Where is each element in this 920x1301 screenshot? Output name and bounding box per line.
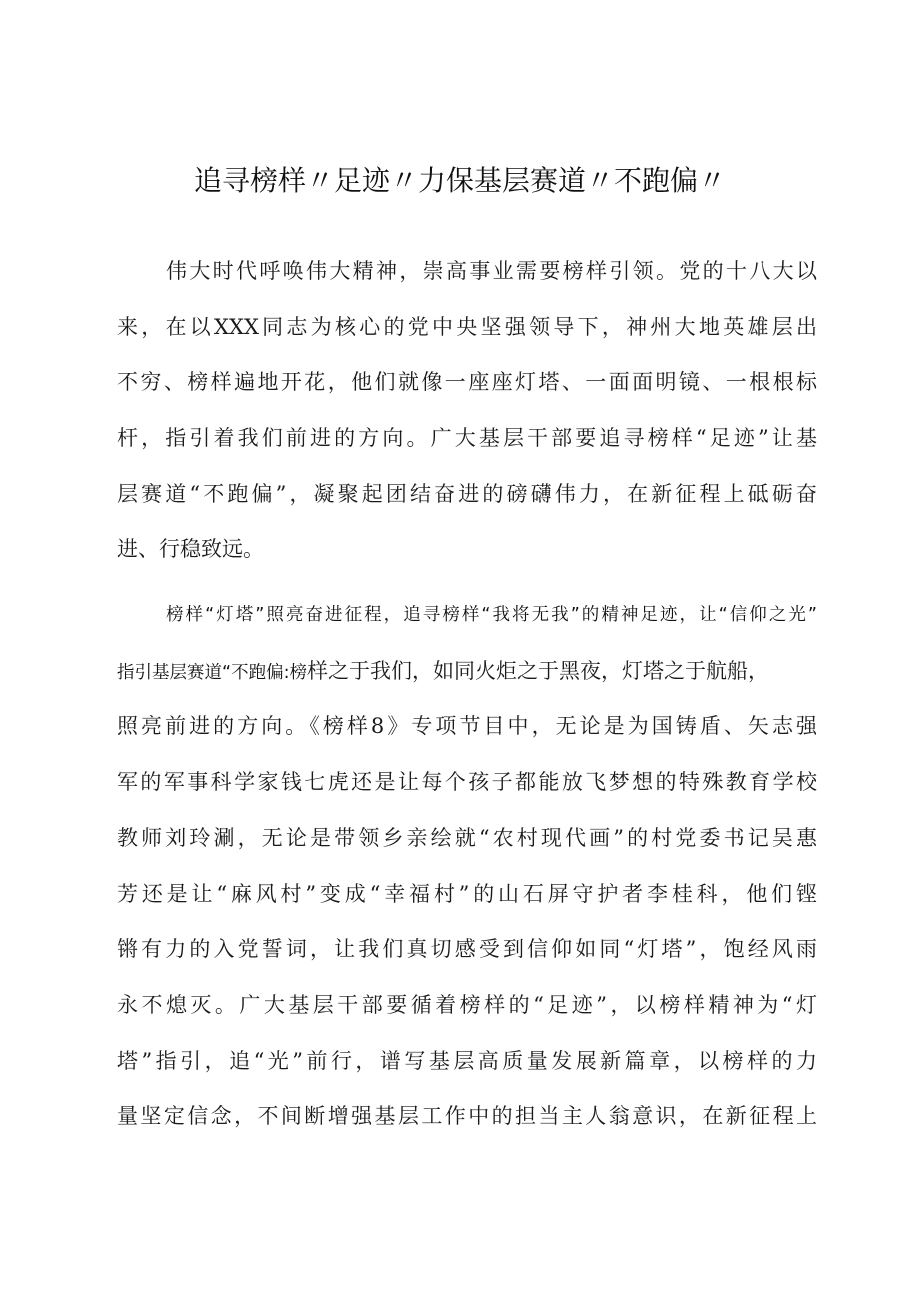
paragraph-2-line-8: 永不熄灭。广大基层干部要循着榜样的“足迹”，以榜样精神为“灯 bbox=[117, 993, 817, 1017]
paragraph-1-line-4: 杆，指引着我们前进的方向。广大基层干部要追寻榜样“足迹”让基 bbox=[117, 426, 817, 450]
paragraph-2-line-6: 芳还是让“麻风村”变成“幸福村”的山石屏守护者李桂科，他们铿 bbox=[117, 882, 817, 906]
paragraph-1-line-6: 进、行稳致远。 bbox=[117, 537, 264, 561]
paragraph-2-line-9: 塔”指引，追“光”前行，谱写基层高质量发展新篇章，以榜样的力 bbox=[117, 1049, 817, 1073]
paragraph-1-line-1: 伟大时代呼唤伟大精神，崇高事业需要榜样引领。党的十八大以 bbox=[166, 259, 817, 283]
paragraph-2-line-10: 量坚定信念，不间断增强基层工作中的担当主人翁意识，在新征程上 bbox=[117, 1104, 817, 1128]
paragraph-2-line-3: 照亮前进的方向。《榜样8》专项节目中，无论是为国铸盾、矢志强 bbox=[117, 714, 817, 738]
paragraph-2-line-2-rest: 样之于我们，如同火炬之于黑夜，灯塔之于航船， bbox=[306, 659, 769, 683]
paragraph-2-heading-line-2: 指引基层赛道“不跑偏:榜 bbox=[117, 663, 307, 683]
paragraph-2-line-5: 教师刘玲涮，无论是带领乡亲绘就“农村现代画”的村党委书记吴惠 bbox=[117, 826, 817, 850]
paragraph-1-line-5: 层赛道“不跑偏”，凝聚起团结奋进的磅礴伟力，在新征程上砥砺奋 bbox=[117, 482, 817, 506]
document-title: 追寻榜样〃足迹〃力保基层赛道〃不跑偏〃 bbox=[193, 164, 726, 197]
paragraph-1-line-2: 来，在以XXX同志为核心的党中央坚强领导下，神州大地英雄层出 bbox=[117, 315, 817, 339]
paragraph-1-line-3: 不穷、榜样遍地开花，他们就像一座座灯塔、一面面明镜、一根根标 bbox=[117, 370, 817, 394]
paragraph-2-heading-line-1: 榜样“灯塔”照亮奋进征程，追寻榜样“我将无我”的精神足迹，让“信仰之光” bbox=[166, 605, 817, 625]
paragraph-2-line-2 bbox=[117, 651, 817, 691]
paragraph-2-line-4: 军的军事科学家钱七虎还是让每个孩子都能放飞梦想的特殊教育学校 bbox=[117, 770, 817, 794]
paragraph-2-line-7: 锵有力的入党誓词，让我们真切感受到信仰如同“灯塔”，饱经风雨 bbox=[117, 937, 817, 961]
